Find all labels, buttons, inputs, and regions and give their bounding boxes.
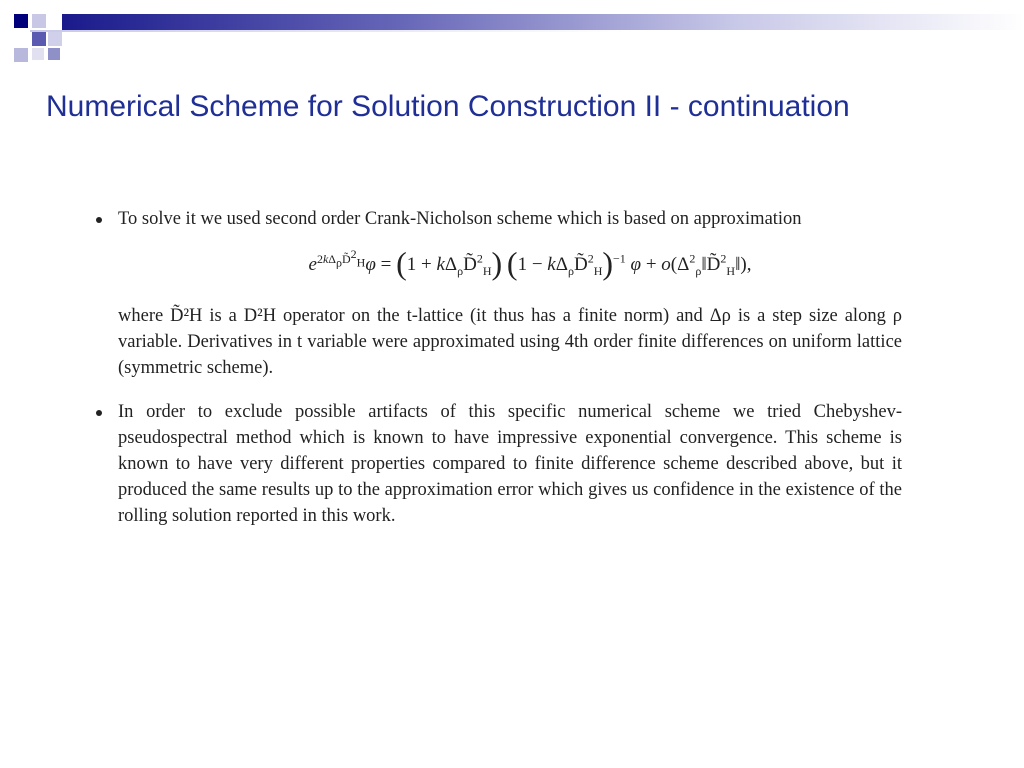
bullet-item	[92, 206, 902, 381]
bullet-icon	[96, 410, 102, 416]
header-gradient-bar	[62, 14, 1024, 30]
bullet-text: In order to exclude possible artifacts of this specific numerical scheme we tried Chebyshev-pseudospectral method which is known to have impressive exponential convergence. This scheme is known to have very different properties compared to finite difference scheme described above, but it produced the same results up to the approximation error which gives us confidence in the existence of the rolling solution reported in this work.	[118, 402, 902, 527]
decor-square	[14, 14, 28, 28]
slide-content	[92, 206, 902, 529]
decor-square	[48, 48, 60, 60]
decor-square	[32, 48, 44, 60]
equation	[158, 238, 902, 287]
decor-square	[32, 32, 46, 46]
decor-square	[32, 14, 46, 28]
header-gradient-line	[30, 30, 1024, 32]
bullet-after-text: where D̃²H is a D²H operator on the t-lattice (it thus has a finite norm) and Δρ is a step size along ρ variable. Derivatives in t variable were approximated using 4th order finite differences on uniform lattice (symmetric scheme).	[118, 306, 902, 379]
bullet-item	[92, 399, 902, 529]
decor-square	[48, 32, 62, 46]
bullet-intro-text: To solve it we used second order Crank-Nicholson scheme which is based on approximation	[118, 209, 802, 229]
bullet-icon	[96, 217, 102, 223]
slide-title: Numerical Scheme for Solution Construction II - continuation	[46, 90, 850, 123]
decor-square	[14, 48, 28, 62]
equation-rendered: $e^{2k\Delta_\rho D̃^2_H}\varphi = (1$ + $k\Delta_\rho D̃^2_H$) $(1 - k\Delta_\rho D̃^2_H)^{-1}$ $\varphi + o(\Delta^2_\rho‖D̃^2_H‖)$,	[308, 245, 752, 282]
decor-square	[14, 32, 28, 46]
